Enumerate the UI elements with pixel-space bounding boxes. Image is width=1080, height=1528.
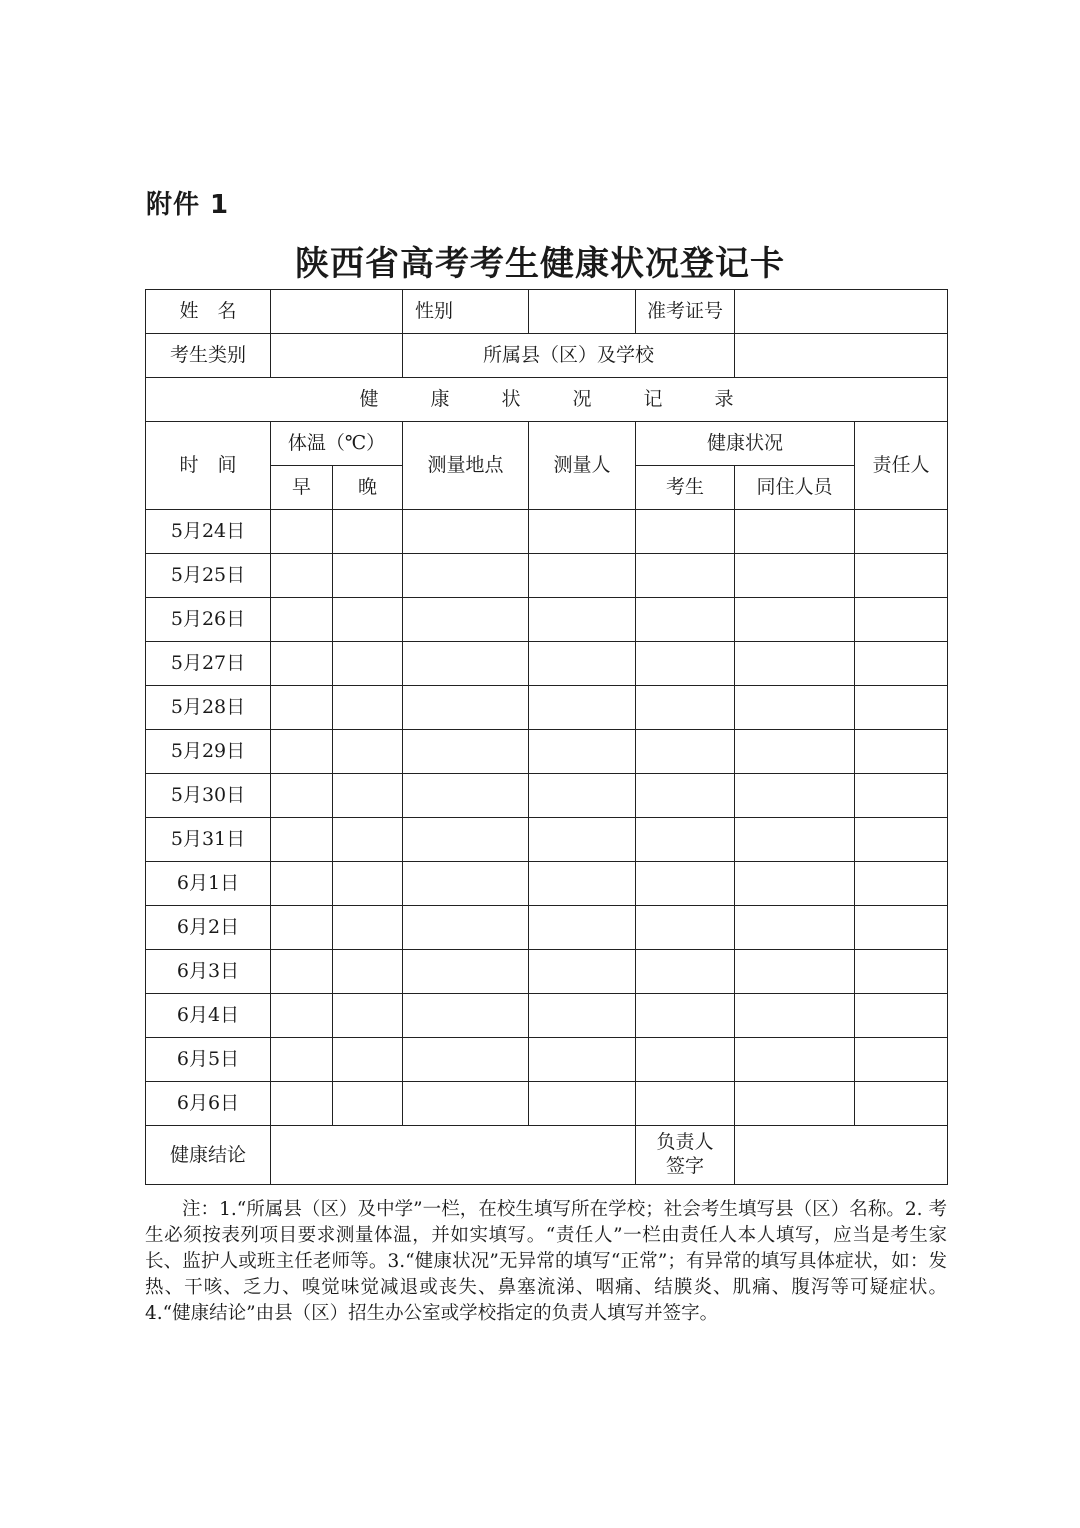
location-cell[interactable] <box>403 818 529 862</box>
morning-temp-cell[interactable] <box>271 554 333 598</box>
cohabitants-health-cell[interactable] <box>735 686 855 730</box>
evening-temp-cell[interactable] <box>333 730 403 774</box>
conclusion-field[interactable] <box>271 1126 636 1185</box>
examinee-health-cell[interactable] <box>636 818 735 862</box>
gender-field[interactable] <box>529 290 636 334</box>
morning-temp-cell[interactable] <box>271 686 333 730</box>
date-row <box>146 774 948 818</box>
name-field[interactable] <box>271 290 403 334</box>
cohabitants-health-cell[interactable] <box>735 510 855 554</box>
evening-temp-cell[interactable] <box>333 510 403 554</box>
examinee-health-cell[interactable] <box>636 730 735 774</box>
evening-temp-cell[interactable] <box>333 598 403 642</box>
responsible-cell[interactable] <box>855 950 948 994</box>
notes-text: 注：1.“所属县（区）及中学”一栏，在校生填写所在学校；社会考生填写县（区）名称。2. 考生必须按表列项目要求测量体温，并如实填写。“责任人”一栏由责任人本人填写，应当是考生家长、监护人或班主任老师等。3.“健康状况”无异常的填写“正常”；有异常的填写具体症状，如：发热、干咳、乏力、嗅觉味觉减退或丧失、鼻塞流涕、咽痛、结膜炎、肌痛、腹泻等可疑症状。4.“健康结论”由县（区）招生办公室或学校指定的负责人填写并签字。 <box>145 1199 947 1324</box>
measurer-cell[interactable] <box>529 950 636 994</box>
date-cell: 6月4日 <box>146 994 271 1038</box>
col-location-header: 测量地点 <box>403 422 529 510</box>
col-examinee-header: 考生 <box>636 466 735 510</box>
exam-no-field[interactable] <box>735 290 948 334</box>
column-header-row-1 <box>146 422 948 466</box>
morning-temp-cell[interactable] <box>271 1038 333 1082</box>
location-cell[interactable] <box>403 862 529 906</box>
date-cell: 5月30日 <box>146 774 271 818</box>
conclusion-label: 健康结论 <box>146 1126 271 1185</box>
location-cell[interactable] <box>403 642 529 686</box>
name-label: 姓 名 <box>146 290 271 334</box>
location-cell[interactable] <box>403 1082 529 1126</box>
evening-temp-cell[interactable] <box>333 818 403 862</box>
cohabitants-health-cell[interactable] <box>735 950 855 994</box>
measurer-cell[interactable] <box>529 1038 636 1082</box>
gender-label: 性别 <box>403 290 529 334</box>
responsible-cell[interactable] <box>855 994 948 1038</box>
date-cell: 6月3日 <box>146 950 271 994</box>
cohabitants-health-cell[interactable] <box>735 818 855 862</box>
col-morning-header: 早 <box>271 466 333 510</box>
category-field[interactable] <box>271 334 403 378</box>
date-cell: 6月1日 <box>146 862 271 906</box>
col-temp-header: 体温（℃） <box>271 422 403 466</box>
measurer-cell[interactable] <box>529 1082 636 1126</box>
col-evening-header: 晚 <box>333 466 403 510</box>
examinee-health-cell[interactable] <box>636 862 735 906</box>
morning-temp-cell[interactable] <box>271 598 333 642</box>
examinee-health-cell[interactable] <box>636 686 735 730</box>
date-row <box>146 862 948 906</box>
examinee-health-cell[interactable] <box>636 906 735 950</box>
date-row <box>146 906 948 950</box>
date-row <box>146 642 948 686</box>
cohabitants-health-cell[interactable] <box>735 598 855 642</box>
date-row <box>146 598 948 642</box>
county-school-label: 所属县（区）及学校 <box>403 334 735 378</box>
measurer-cell[interactable] <box>529 686 636 730</box>
date-row <box>146 686 948 730</box>
date-row <box>146 510 948 554</box>
cohabitants-health-cell[interactable] <box>735 1082 855 1126</box>
morning-temp-cell[interactable] <box>271 774 333 818</box>
cohabitants-health-cell[interactable] <box>735 994 855 1038</box>
evening-temp-cell[interactable] <box>333 642 403 686</box>
name-row <box>146 290 948 334</box>
col-measurer-header: 测量人 <box>529 422 636 510</box>
morning-temp-cell[interactable] <box>271 906 333 950</box>
page-title: 陕西省高考考生健康状况登记卡 <box>295 244 785 284</box>
col-cohabitants-header: 同住人员 <box>735 466 855 510</box>
examinee-health-cell[interactable] <box>636 598 735 642</box>
sign-label-line-2: 签字 <box>665 1155 704 1177</box>
date-cell: 5月27日 <box>146 642 271 686</box>
sign-label-line-1: 负责人 <box>656 1131 714 1154</box>
measurer-cell[interactable] <box>529 510 636 554</box>
date-cell: 5月26日 <box>146 598 271 642</box>
measurer-cell[interactable] <box>529 730 636 774</box>
date-cell: 6月2日 <box>146 906 271 950</box>
location-cell[interactable] <box>403 994 529 1038</box>
evening-temp-cell[interactable] <box>333 906 403 950</box>
date-cell: 5月25日 <box>146 554 271 598</box>
evening-temp-cell[interactable] <box>333 994 403 1038</box>
record-header: 健康状况记录 <box>146 378 948 422</box>
date-cell: 6月6日 <box>146 1082 271 1126</box>
location-cell[interactable] <box>403 598 529 642</box>
date-cell: 5月29日 <box>146 730 271 774</box>
cohabitants-health-cell[interactable] <box>735 1038 855 1082</box>
cohabitants-health-cell[interactable] <box>735 906 855 950</box>
col-responsible-header: 责任人 <box>855 422 948 510</box>
cohabitants-health-cell[interactable] <box>735 774 855 818</box>
responsible-cell[interactable] <box>855 642 948 686</box>
evening-temp-cell[interactable] <box>333 862 403 906</box>
morning-temp-cell[interactable] <box>271 642 333 686</box>
morning-temp-cell[interactable] <box>271 994 333 1038</box>
date-row <box>146 1038 948 1082</box>
evening-temp-cell[interactable] <box>333 774 403 818</box>
notes <box>145 1197 947 1327</box>
responsible-cell[interactable] <box>855 598 948 642</box>
responsible-cell[interactable] <box>855 510 948 554</box>
category-row <box>146 334 948 378</box>
examinee-health-cell[interactable] <box>636 554 735 598</box>
sign-field[interactable] <box>735 1126 948 1185</box>
examinee-health-cell[interactable] <box>636 994 735 1038</box>
responsible-cell[interactable] <box>855 1038 948 1082</box>
measurer-cell[interactable] <box>529 906 636 950</box>
responsible-cell[interactable] <box>855 554 948 598</box>
cohabitants-health-cell[interactable] <box>735 642 855 686</box>
exam-no-label: 准考证号 <box>636 290 735 334</box>
morning-temp-cell[interactable] <box>271 730 333 774</box>
record-header-row <box>146 378 948 422</box>
examinee-health-cell[interactable] <box>636 1082 735 1126</box>
date-cell: 5月31日 <box>146 818 271 862</box>
examinee-health-cell[interactable] <box>636 642 735 686</box>
date-rows <box>146 510 948 1126</box>
evening-temp-cell[interactable] <box>333 1038 403 1082</box>
morning-temp-cell[interactable] <box>271 862 333 906</box>
measurer-cell[interactable] <box>529 862 636 906</box>
col-time-header: 时 间 <box>146 422 271 510</box>
responsible-cell[interactable] <box>855 686 948 730</box>
measurer-cell[interactable] <box>529 818 636 862</box>
location-cell[interactable] <box>403 686 529 730</box>
responsible-cell[interactable] <box>855 730 948 774</box>
evening-temp-cell[interactable] <box>333 686 403 730</box>
location-cell[interactable] <box>403 1038 529 1082</box>
location-cell[interactable] <box>403 950 529 994</box>
date-cell: 6月5日 <box>146 1038 271 1082</box>
morning-temp-cell[interactable] <box>271 510 333 554</box>
location-cell[interactable] <box>403 510 529 554</box>
morning-temp-cell[interactable] <box>271 818 333 862</box>
cohabitants-health-cell[interactable] <box>735 554 855 598</box>
responsible-cell[interactable] <box>855 818 948 862</box>
sign-label <box>636 1126 735 1185</box>
examinee-health-cell[interactable] <box>636 774 735 818</box>
morning-temp-cell[interactable] <box>271 950 333 994</box>
evening-temp-cell[interactable] <box>333 554 403 598</box>
county-school-field[interactable] <box>735 334 948 378</box>
date-row <box>146 554 948 598</box>
date-row <box>146 950 948 994</box>
evening-temp-cell[interactable] <box>333 950 403 994</box>
cohabitants-health-cell[interactable] <box>735 862 855 906</box>
health-record-table <box>145 289 948 1185</box>
responsible-cell[interactable] <box>855 774 948 818</box>
category-label: 考生类别 <box>146 334 271 378</box>
attachment-label: 附件 1 <box>146 190 230 220</box>
measurer-cell[interactable] <box>529 994 636 1038</box>
date-cell: 5月28日 <box>146 686 271 730</box>
location-cell[interactable] <box>403 906 529 950</box>
date-row <box>146 818 948 862</box>
examinee-health-cell[interactable] <box>636 1038 735 1082</box>
location-cell[interactable] <box>403 554 529 598</box>
responsible-cell[interactable] <box>855 1082 948 1126</box>
responsible-cell[interactable] <box>855 862 948 906</box>
responsible-cell[interactable] <box>855 906 948 950</box>
measurer-cell[interactable] <box>529 642 636 686</box>
cohabitants-health-cell[interactable] <box>735 730 855 774</box>
date-row <box>146 994 948 1038</box>
date-row <box>146 730 948 774</box>
date-row <box>146 1082 948 1126</box>
measurer-cell[interactable] <box>529 598 636 642</box>
measurer-cell[interactable] <box>529 554 636 598</box>
date-cell: 5月24日 <box>146 510 271 554</box>
examinee-health-cell[interactable] <box>636 510 735 554</box>
evening-temp-cell[interactable] <box>333 1082 403 1126</box>
location-cell[interactable] <box>403 730 529 774</box>
col-health-header: 健康状况 <box>636 422 855 466</box>
morning-temp-cell[interactable] <box>271 1082 333 1126</box>
conclusion-row <box>146 1126 948 1185</box>
examinee-health-cell[interactable] <box>636 950 735 994</box>
location-cell[interactable] <box>403 774 529 818</box>
measurer-cell[interactable] <box>529 774 636 818</box>
